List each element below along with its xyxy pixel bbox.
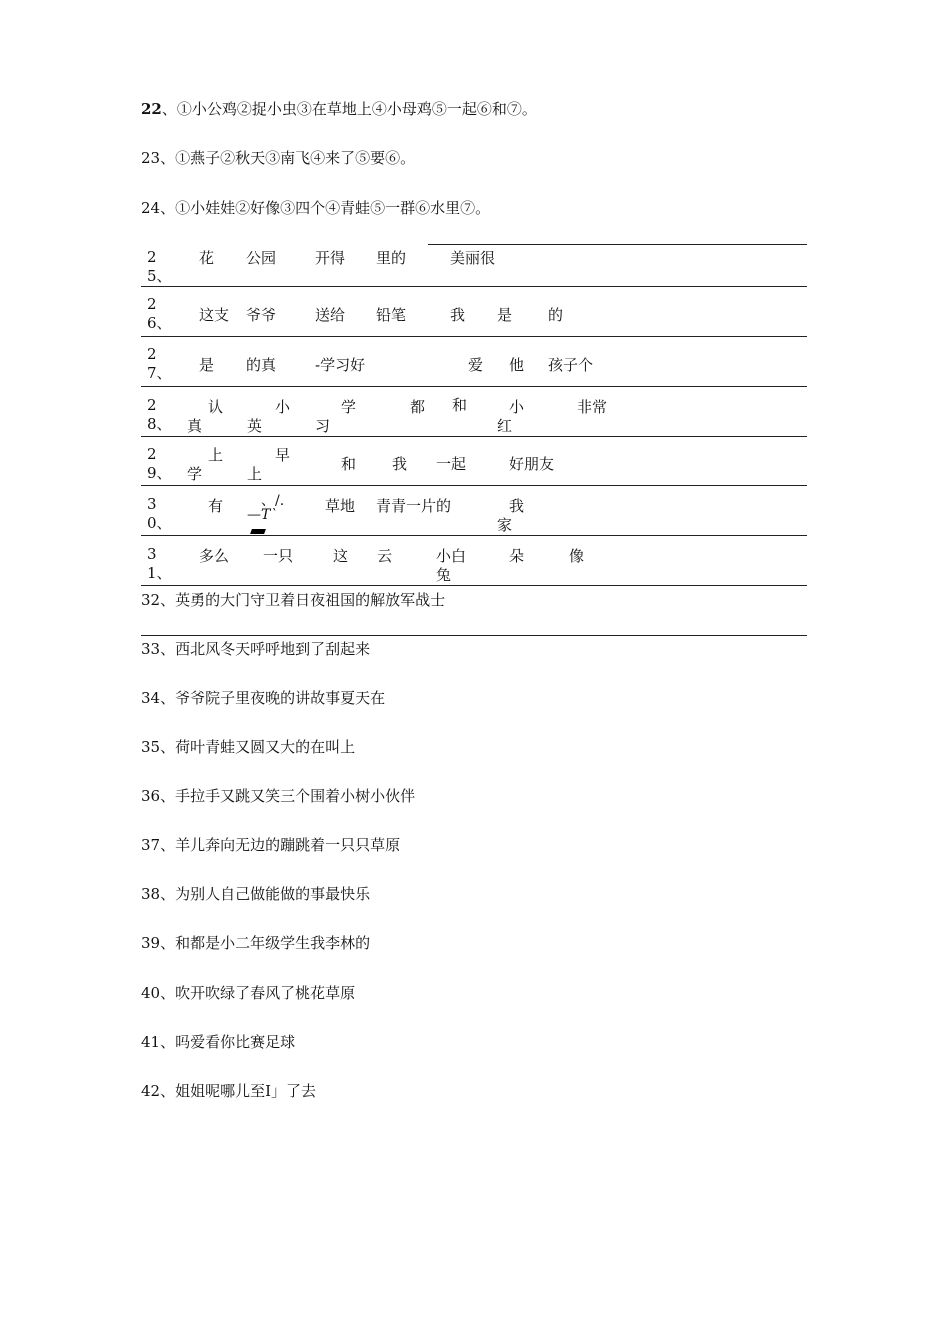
word-tile-bottom: 上 <box>247 465 263 483</box>
word-tile-bottom: 兔 <box>436 566 452 584</box>
question-39: 39、和都是小二年级学生我李林的 <box>141 934 371 952</box>
question-42: 42、姐姐呢哪儿至I」了去 <box>141 1082 317 1100</box>
table-rule <box>141 635 807 636</box>
word-tile: 的 <box>548 306 564 324</box>
word-tile-top: 小 <box>275 398 291 416</box>
word-tile: 都 <box>410 398 426 416</box>
row-number: 3 1、 <box>147 545 172 582</box>
row-number: 2 7、 <box>147 345 172 382</box>
smudged-glyph-top: 、/. <box>261 493 285 509</box>
word-tile: 里的 <box>376 249 407 267</box>
word-tile: 是 <box>497 306 513 324</box>
word-tile: 像 <box>569 547 585 565</box>
table-rule <box>141 336 807 337</box>
word-tile: 我 <box>450 306 466 324</box>
question-22 <box>141 98 537 119</box>
word-tile: 这支 <box>199 306 230 324</box>
question-35: 35、荷叶青蛙又圆又大的在叫上 <box>141 738 356 756</box>
word-tile: 这 <box>333 547 349 565</box>
question-37: 37、羊儿奔向无边的蹦跳着一只只草原 <box>141 836 401 854</box>
question-22-text: 、①小公鸡②捉小虫③在草地上④小母鸡⑤一起⑥和⑦。 <box>161 100 537 118</box>
word-tile: 好朋友 <box>509 455 555 473</box>
question-32: 32、英勇的大门守卫着日夜祖国的解放军战士 <box>141 591 446 609</box>
word-tile: 孩子个 <box>548 356 594 374</box>
row-number: 2 6、 <box>147 295 172 332</box>
word-tile: 爷爷 <box>246 306 277 324</box>
table-rule <box>141 585 807 586</box>
word-tile-top: 上 <box>208 446 224 464</box>
question-36: 36、手拉手又跳又笑三个围着小树小伙伴 <box>141 787 416 805</box>
row-number: 2 5、 <box>147 248 172 285</box>
question-40: 40、吹开吹绿了春风了桃花草原 <box>141 984 356 1002</box>
word-tile: 一只 <box>263 547 294 565</box>
word-tile-top: 学 <box>341 398 357 416</box>
word-tile: 他 <box>509 356 525 374</box>
row-number: 2 9、 <box>147 445 172 482</box>
word-tile-bottom: 习 <box>315 417 331 435</box>
table-rule <box>141 286 807 287</box>
question-38: 38、为别人自己做能做的事最快乐 <box>141 885 371 903</box>
word-tile: 有 <box>208 497 224 515</box>
word-tile: 朵 <box>509 547 525 565</box>
smudged-glyph-bottom: —T` <box>247 507 278 523</box>
word-tile: 是 <box>199 356 215 374</box>
row-number: 3 0、 <box>147 495 172 532</box>
question-24: 24、①小娃娃②好像③四个④青蛙⑤一群⑥水里⑦。 <box>141 199 491 217</box>
table-rule <box>141 485 807 486</box>
word-tile: 美丽很 <box>450 249 496 267</box>
ink-blot <box>250 529 266 534</box>
question-33: 33、西北风冬天呼呼地到了刮起来 <box>141 640 371 658</box>
word-tile-top: 我 <box>509 497 525 515</box>
word-tile: 开得 <box>315 249 346 267</box>
word-tile: 送给 <box>315 306 346 324</box>
table-top-rule <box>428 244 807 245</box>
word-tile: 的真 <box>246 356 277 374</box>
word-tile: 我 <box>392 455 408 473</box>
word-tile: 和 <box>341 455 357 473</box>
word-tile-top: 认 <box>208 398 224 416</box>
word-tile-top: 早 <box>275 446 291 464</box>
word-tile: 一起 <box>436 455 467 473</box>
word-tile-bottom: 学 <box>187 465 203 483</box>
question-34: 34、爷爷院子里夜晚的讲故事夏天在 <box>141 689 386 707</box>
word-tile: 多么 <box>199 547 230 565</box>
word-tile: 草地 <box>325 497 356 515</box>
word-tile: 花 <box>199 249 215 267</box>
question-22-number: 22 <box>141 100 162 118</box>
word-tile: 和 <box>452 396 468 414</box>
word-tile-bottom: 真 <box>187 417 203 435</box>
word-tile: -学习好 <box>315 356 366 374</box>
table-rule <box>141 386 807 387</box>
word-tile-top: 小白 <box>436 547 467 565</box>
table-rule <box>141 436 807 437</box>
question-41: 41、吗爱看你比赛足球 <box>141 1033 296 1051</box>
word-tile-bottom: 英 <box>247 417 263 435</box>
question-23: 23、①燕子②秋天③南飞④来了⑤要⑥。 <box>141 149 416 167</box>
row-number: 2 8、 <box>147 396 172 433</box>
word-tile: 云 <box>377 547 393 565</box>
table-rule <box>141 535 807 536</box>
word-tile: 青青一片的 <box>376 497 452 515</box>
word-tile-bottom: 红 <box>497 417 513 435</box>
word-tile: 爱 <box>468 356 484 374</box>
word-tile-top: 小 <box>509 398 525 416</box>
word-tile-bottom: 家 <box>497 516 513 534</box>
word-tile: 非常 <box>577 398 608 416</box>
word-tile: 铅笔 <box>376 306 407 324</box>
word-tile: 公园 <box>246 249 277 267</box>
